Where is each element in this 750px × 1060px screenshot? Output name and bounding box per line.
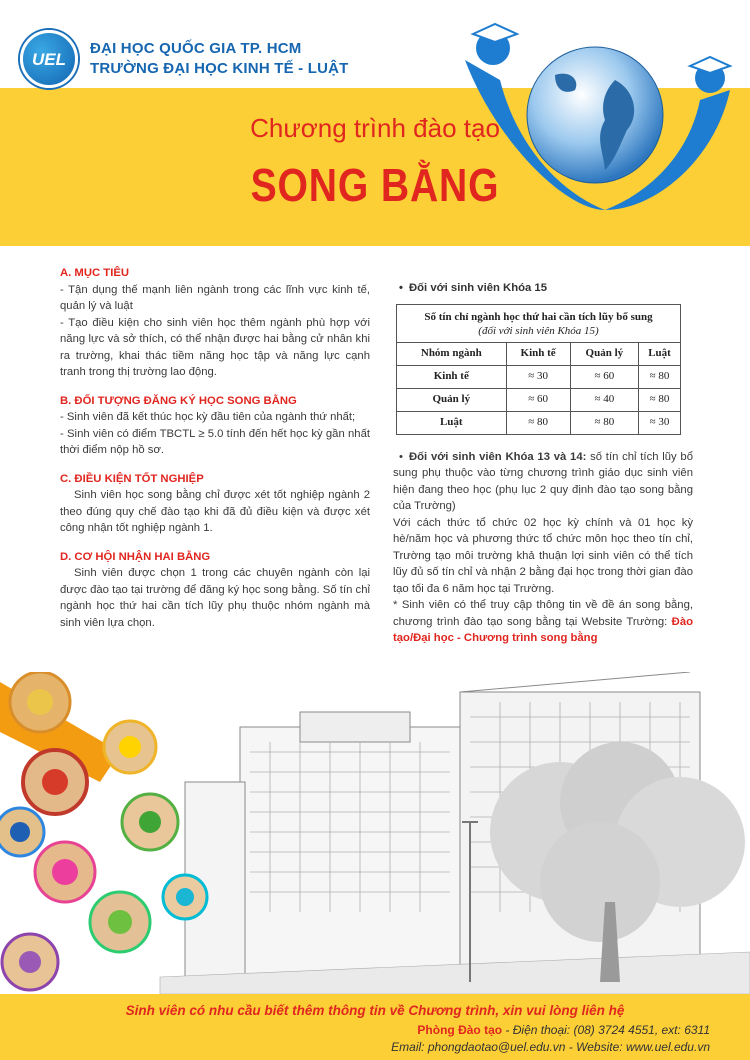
website-note — [393, 597, 693, 647]
header — [0, 0, 750, 250]
footer-phone-line — [417, 1023, 710, 1037]
table-cell: ≈ 60 — [570, 365, 638, 388]
section-b-item-2: - Sinh viên có điểm TBCTL ≥ 5.0 tính đến hết học kỳ gần nhất thời điểm nộp hồ sơ. — [60, 427, 370, 456]
bullet-dot: • — [399, 282, 403, 294]
table-cell: ≈ 80 — [639, 388, 681, 411]
section-c-text: Sinh viên học song bằng chỉ được xét tốt nghiệp ngành 2 theo đúng quy chế đào tạo khi đã đủ điều kiện và được xét công nhận tốt nghiệp ngành 1. — [60, 489, 370, 534]
table-header-cell: Kinh tế — [506, 342, 570, 365]
table-row — [397, 365, 681, 388]
bullet-khoa-13-14 — [393, 449, 693, 515]
section-d-heading: D. CƠ HỘI NHẬN HAI BẰNG — [60, 550, 211, 563]
bullet-khoa-13-14-text: số tín chỉ tích lũy bổ sung phụ thuộc vào từng chương trình giáo dục sinh viên hiện đang theo học (phụ lục 2 quy định đào tạo song bằng của Trường) — [393, 450, 693, 512]
table-caption-note: (đối với sinh viên Khóa 15) — [478, 325, 599, 337]
table-row — [397, 388, 681, 411]
footer-phone: - Điện thoại: (08) 3724 4551, ext: 6311 — [502, 1023, 710, 1037]
table-caption-title: Số tín chỉ ngành học thứ hai cần tích lũy bổ sung — [424, 311, 653, 323]
program-title: SONG BẰNG — [250, 159, 500, 211]
section-b-item-1: - Sinh viên đã kết thúc học kỳ đầu tiên của ngành thứ nhất; — [60, 411, 356, 423]
table-caption-row — [397, 304, 681, 342]
table-header-cell: Luật — [639, 342, 681, 365]
table-header-row — [397, 342, 681, 365]
table-caption — [397, 304, 681, 342]
university-name: ĐẠI HỌC QUỐC GIA TP. HCM — [90, 40, 302, 57]
bullet-khoa-15 — [393, 280, 693, 297]
table-row-head: Quản lý — [397, 388, 507, 411]
section-a-item-2: - Tạo điều kiện cho sinh viên học thêm ngành phù hợp với năng lực và sở thích, có thể nhận được hai bằng cử nhân khi ra trường, khai thác tiềm năng học tập và năng lực cạnh tranh trong thị trường lao động. — [60, 316, 370, 378]
right-column — [393, 280, 693, 647]
bullet-khoa-15-text: Đối với sinh viên Khóa 15 — [409, 282, 547, 294]
section-a-heading: A. MỤC TIÊU — [60, 267, 130, 279]
table-cell: ≈ 80 — [570, 411, 638, 434]
section-d-text: Sinh viên được chọn 1 trong các chuyên ngành còn lại được đào tạo tại trường để đăng ký học song bằng. Số tín chỉ ngành học thứ hai cần tích lũy phụ thuộc nhóm ngành mà sinh viên lựa chọn. — [60, 567, 370, 629]
campus-illustration — [0, 672, 750, 994]
left-column — [60, 265, 370, 631]
table-row — [397, 411, 681, 434]
bullet-khoa-13-14-label: Đối với sinh viên Khóa 13 và 14: — [409, 450, 587, 463]
footer-contact-invite: Sinh viên có nhu cầu biết thêm thông tin về Chương trình, xin vui lòng liên hệ — [125, 1003, 625, 1018]
table-row-head: Luật — [397, 411, 507, 434]
table-header-cell: Quản lý — [570, 342, 638, 365]
section-a-item-1: - Tận dụng thế mạnh liên ngành trong các lĩnh vực kinh tế, quản lý và luật — [60, 283, 370, 312]
table-row-head: Kinh tế — [397, 365, 507, 388]
logo-text: UEL — [32, 50, 66, 69]
program-subtitle: Chương trình đào tạo — [250, 113, 500, 143]
semester-paragraph: Với cách thức tổ chức 02 học kỳ chính và 01 học kỳ hè/năm học và phương thức tổ chức môn học theo tín chỉ, Trường tạo môi trường khả thuận lợi sinh viên có thể tích lũy đủ số tín chỉ và nhận 2 bằng đại học trong thời gian đào tạo tối đa 6 năm học tại Trường. — [393, 516, 693, 595]
footer-office: Phòng Đào tạo — [417, 1023, 503, 1037]
website-note-link[interactable]: Đào tạo/Đại học - Chương trình song bằng — [393, 615, 693, 644]
table-cell: ≈ 40 — [570, 388, 638, 411]
uel-logo — [20, 30, 78, 88]
footer — [0, 994, 750, 1060]
table-cell: ≈ 30 — [506, 365, 570, 388]
bullet-dot: • — [399, 450, 403, 463]
school-name: TRƯỜNG ĐẠI HỌC KINH TẾ - LUẬT — [90, 60, 349, 77]
colored-pencils — [0, 672, 207, 990]
website-note-text: * Sinh viên có thể truy cập thông tin về đề án song bằng, chương trình đào tạo song bằng tại Website Trường: — [393, 599, 693, 628]
section-b-heading: B. ĐỐI TƯỢNG ĐĂNG KÝ HỌC SONG BẰNG — [60, 394, 297, 407]
table-cell: ≈ 80 — [639, 365, 681, 388]
footer-email-website[interactable]: Email: phongdaotao@uel.edu.vn - Website: www.uel.edu.vn — [391, 1040, 710, 1054]
credits-table — [396, 304, 681, 435]
table-cell: ≈ 30 — [639, 411, 681, 434]
table-cell: ≈ 80 — [506, 411, 570, 434]
table-cell: ≈ 60 — [506, 388, 570, 411]
section-c-heading: C. ĐIỀU KIỆN TỐT NGHIỆP — [60, 472, 204, 485]
table-header-cell: Nhóm ngành — [397, 342, 507, 365]
